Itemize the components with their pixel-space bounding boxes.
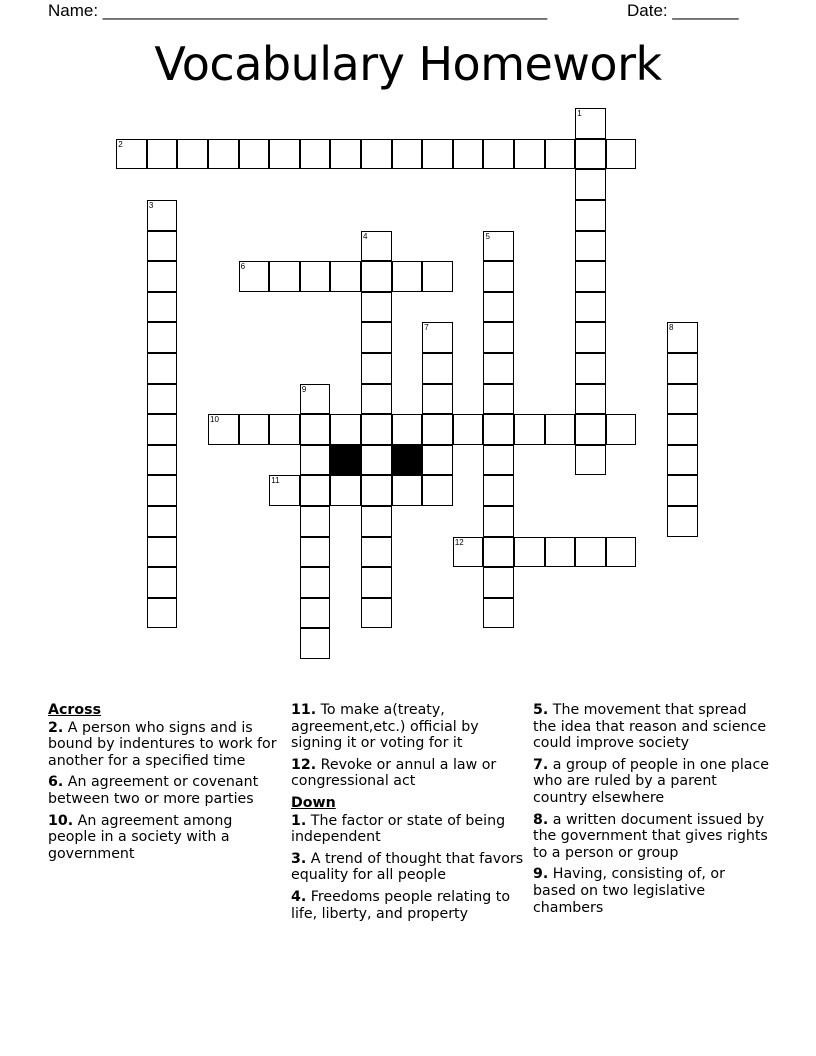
grid-cell[interactable]: [453, 139, 484, 170]
grid-cell[interactable]: [483, 292, 514, 323]
grid-cell[interactable]: [392, 475, 423, 506]
clue-number: 12.: [291, 756, 317, 773]
cell-number: 10: [210, 415, 219, 425]
grid-cell[interactable]: [361, 506, 392, 537]
clue-text: Having, consisting of, or based on two legislative chambers: [533, 866, 725, 916]
grid-cell[interactable]: [667, 353, 698, 384]
grid-cell[interactable]: [575, 169, 606, 200]
grid-cell[interactable]: [147, 506, 178, 537]
grid-cell[interactable]: [667, 506, 698, 537]
clue-text: The factor or state of being independent: [291, 812, 506, 846]
clue-down-5: [533, 702, 769, 752]
grid-cell[interactable]: [147, 475, 178, 506]
grid-cell[interactable]: [483, 384, 514, 415]
grid-cell[interactable]: [147, 231, 178, 262]
grid-cell[interactable]: [208, 139, 239, 170]
clue-text: Revoke or annul a law or congressional act: [291, 756, 497, 790]
grid-cell[interactable]: [667, 475, 698, 506]
clue-number: 11.: [291, 702, 317, 718]
grid-cell[interactable]: [300, 537, 331, 568]
grid-cell[interactable]: [667, 322, 698, 353]
grid-cell[interactable]: [575, 537, 606, 568]
clue-text: To make a(treaty, agreement,etc.) official by signing it or voting for it: [291, 702, 479, 752]
grid-cell[interactable]: [575, 353, 606, 384]
grid-cell[interactable]: [300, 628, 331, 659]
grid-cell[interactable]: [147, 322, 178, 353]
clue-down-1: [291, 813, 527, 846]
grid-cell[interactable]: [361, 322, 392, 353]
grid-cell[interactable]: [300, 414, 331, 445]
grid-cell[interactable]: [575, 139, 606, 170]
grid-cell[interactable]: [483, 414, 514, 445]
grid-cell[interactable]: [575, 292, 606, 323]
grid-cell[interactable]: [269, 139, 300, 170]
grid-cell[interactable]: [483, 537, 514, 568]
grid-cell[interactable]: [361, 139, 392, 170]
grid-cell[interactable]: [147, 261, 178, 292]
grid-cell[interactable]: [269, 261, 300, 292]
down-heading: Down: [291, 794, 336, 811]
clue-across-12: [291, 757, 527, 790]
grid-cell[interactable]: [667, 414, 698, 445]
grid-cell[interactable]: [300, 475, 331, 506]
grid-cell[interactable]: [147, 414, 178, 445]
cell-number: 4: [363, 231, 368, 241]
page-title: Vocabulary Homework: [154, 37, 662, 91]
grid-cell[interactable]: [667, 384, 698, 415]
clue-text: a group of people in one place who are ruled by a parent country elsewhere: [533, 756, 770, 806]
clue-number: 9.: [533, 866, 549, 883]
grid-cell[interactable]: [300, 139, 331, 170]
grid-cell[interactable]: [361, 261, 392, 292]
grid-cell[interactable]: [300, 261, 331, 292]
grid-cell[interactable]: [422, 322, 453, 353]
clue-text: An agreement among people in a society with a government: [48, 812, 233, 862]
grid-cell[interactable]: [147, 384, 178, 415]
grid-cell[interactable]: [361, 537, 392, 568]
clue-down-3: [291, 851, 527, 884]
grid-cell[interactable]: [330, 139, 361, 170]
grid-cell[interactable]: [545, 414, 576, 445]
grid-cell[interactable]: [300, 598, 331, 629]
grid-cell[interactable]: [575, 200, 606, 231]
grid-cell[interactable]: [330, 261, 361, 292]
grid-cell[interactable]: [330, 414, 361, 445]
black-cell: [392, 445, 423, 476]
grid-cell[interactable]: [361, 414, 392, 445]
clue-number: 5.: [533, 702, 549, 718]
clue-down-4: [291, 889, 527, 922]
clue-text: A person who signs and is bound by indentures to work for another for a specified time: [48, 719, 277, 769]
grid-cell[interactable]: [361, 384, 392, 415]
clue-number: 6.: [48, 774, 64, 791]
grid-cell[interactable]: [147, 292, 178, 323]
grid-cell[interactable]: [300, 506, 331, 537]
clue-text: A trend of thought that favors equality for all people: [291, 850, 524, 884]
clue-down-8: [533, 812, 769, 862]
grid-cell[interactable]: [483, 353, 514, 384]
grid-cell[interactable]: [147, 567, 178, 598]
grid-cell[interactable]: [361, 231, 392, 262]
grid-cell[interactable]: [575, 261, 606, 292]
grid-cell[interactable]: [514, 139, 545, 170]
clue-number: 7.: [533, 756, 549, 773]
grid-cell[interactable]: [483, 445, 514, 476]
clue-number: 2.: [48, 719, 64, 736]
grid-cell[interactable]: [147, 200, 178, 231]
clues-column-3: [533, 702, 769, 921]
cell-number: 5: [485, 231, 490, 241]
grid-cell[interactable]: [269, 414, 300, 445]
grid-cell[interactable]: [422, 414, 453, 445]
clue-number: 4.: [291, 888, 307, 905]
grid-cell[interactable]: [147, 537, 178, 568]
grid-cell[interactable]: [483, 231, 514, 262]
cell-number: 6: [240, 262, 246, 272]
grid-cell[interactable]: [361, 353, 392, 384]
clue-text: Freedoms people relating to life, liberty, and property: [291, 888, 511, 922]
clue-number: 1.: [291, 812, 307, 829]
grid-cell[interactable]: [575, 108, 606, 139]
clue-across-6: [48, 774, 284, 807]
cell-number: 9: [301, 384, 307, 394]
clue-text: The movement that spread the idea that reason and science could improve society: [533, 702, 767, 752]
grid-cell[interactable]: [514, 414, 545, 445]
grid-cell[interactable]: [483, 322, 514, 353]
cell-number: 1: [577, 109, 582, 119]
across-heading: Across: [48, 702, 102, 718]
grid-cell[interactable]: [483, 598, 514, 629]
grid-cell[interactable]: [606, 537, 637, 568]
grid-cell[interactable]: [147, 353, 178, 384]
grid-cell[interactable]: [575, 384, 606, 415]
grid-cell[interactable]: [483, 139, 514, 170]
clue-down-9: [533, 866, 769, 916]
grid-cell[interactable]: [392, 139, 423, 170]
grid-cell[interactable]: [483, 567, 514, 598]
grid-cell[interactable]: [392, 414, 423, 445]
grid-cell[interactable]: [147, 139, 178, 170]
grid-cell[interactable]: [545, 537, 576, 568]
grid-cell[interactable]: [606, 139, 637, 170]
grid-cell[interactable]: [239, 414, 270, 445]
grid-cell[interactable]: [606, 414, 637, 445]
clue-down-7: [533, 757, 769, 807]
grid-cell[interactable]: [667, 445, 698, 476]
clue-across-2: [48, 720, 284, 770]
grid-cell[interactable]: [483, 261, 514, 292]
date-field[interactable]: Date: _______: [627, 1, 739, 20]
clue-across-10: [48, 813, 284, 863]
grid-cell[interactable]: [330, 475, 361, 506]
black-cell: [330, 445, 361, 476]
grid-cell[interactable]: [300, 384, 331, 415]
grid-cell[interactable]: [514, 537, 545, 568]
grid-cell[interactable]: [177, 139, 208, 170]
grid-cell[interactable]: [545, 139, 576, 170]
grid-cell[interactable]: [239, 139, 270, 170]
grid-cell[interactable]: [483, 506, 514, 537]
cell-number: 3: [148, 201, 154, 211]
grid-cell[interactable]: [453, 414, 484, 445]
grid-cell[interactable]: [300, 445, 331, 476]
grid-cell[interactable]: [575, 414, 606, 445]
clue-text: a written document issued by the government that gives rights to a person or group: [533, 811, 768, 861]
clues-column-1: [48, 702, 284, 867]
clue-across-11: [291, 702, 527, 752]
grid-cell[interactable]: [116, 139, 147, 170]
clue-number: 3.: [291, 850, 307, 867]
grid-cell[interactable]: [361, 445, 392, 476]
grid-cell[interactable]: [575, 231, 606, 262]
grid-cell[interactable]: [147, 598, 178, 629]
grid-cell[interactable]: [453, 537, 484, 568]
grid-cell[interactable]: [392, 261, 423, 292]
grid-cell[interactable]: [422, 353, 453, 384]
clues-column-2: [291, 702, 527, 927]
cell-number: 11: [271, 476, 280, 486]
grid-cell[interactable]: [147, 445, 178, 476]
cell-number: 8: [669, 323, 674, 333]
name-field[interactable]: Name: _______________________________________________: [48, 1, 548, 20]
grid-cell[interactable]: [483, 475, 514, 506]
grid-cell[interactable]: [361, 567, 392, 598]
grid-cell[interactable]: [361, 598, 392, 629]
clue-number: 8.: [533, 811, 549, 828]
grid-cell[interactable]: [361, 475, 392, 506]
clue-text: An agreement or covenant between two or more parties: [48, 774, 259, 807]
grid-cell[interactable]: [575, 445, 606, 476]
grid-cell[interactable]: [575, 322, 606, 353]
grid-cell[interactable]: [422, 475, 453, 506]
clue-number: 10.: [48, 812, 74, 829]
grid-cell[interactable]: [361, 292, 392, 323]
cell-number: 12: [454, 537, 464, 547]
grid-cell[interactable]: [239, 261, 270, 292]
grid-cell[interactable]: [422, 384, 453, 415]
grid-cell[interactable]: [422, 261, 453, 292]
grid-cell[interactable]: [269, 475, 300, 506]
grid-cell[interactable]: [300, 567, 331, 598]
grid-cell[interactable]: [208, 414, 239, 445]
grid-cell[interactable]: [422, 139, 453, 170]
grid-cell[interactable]: [422, 445, 453, 476]
cell-number: 7: [424, 323, 429, 333]
cell-number: 2: [118, 139, 123, 149]
